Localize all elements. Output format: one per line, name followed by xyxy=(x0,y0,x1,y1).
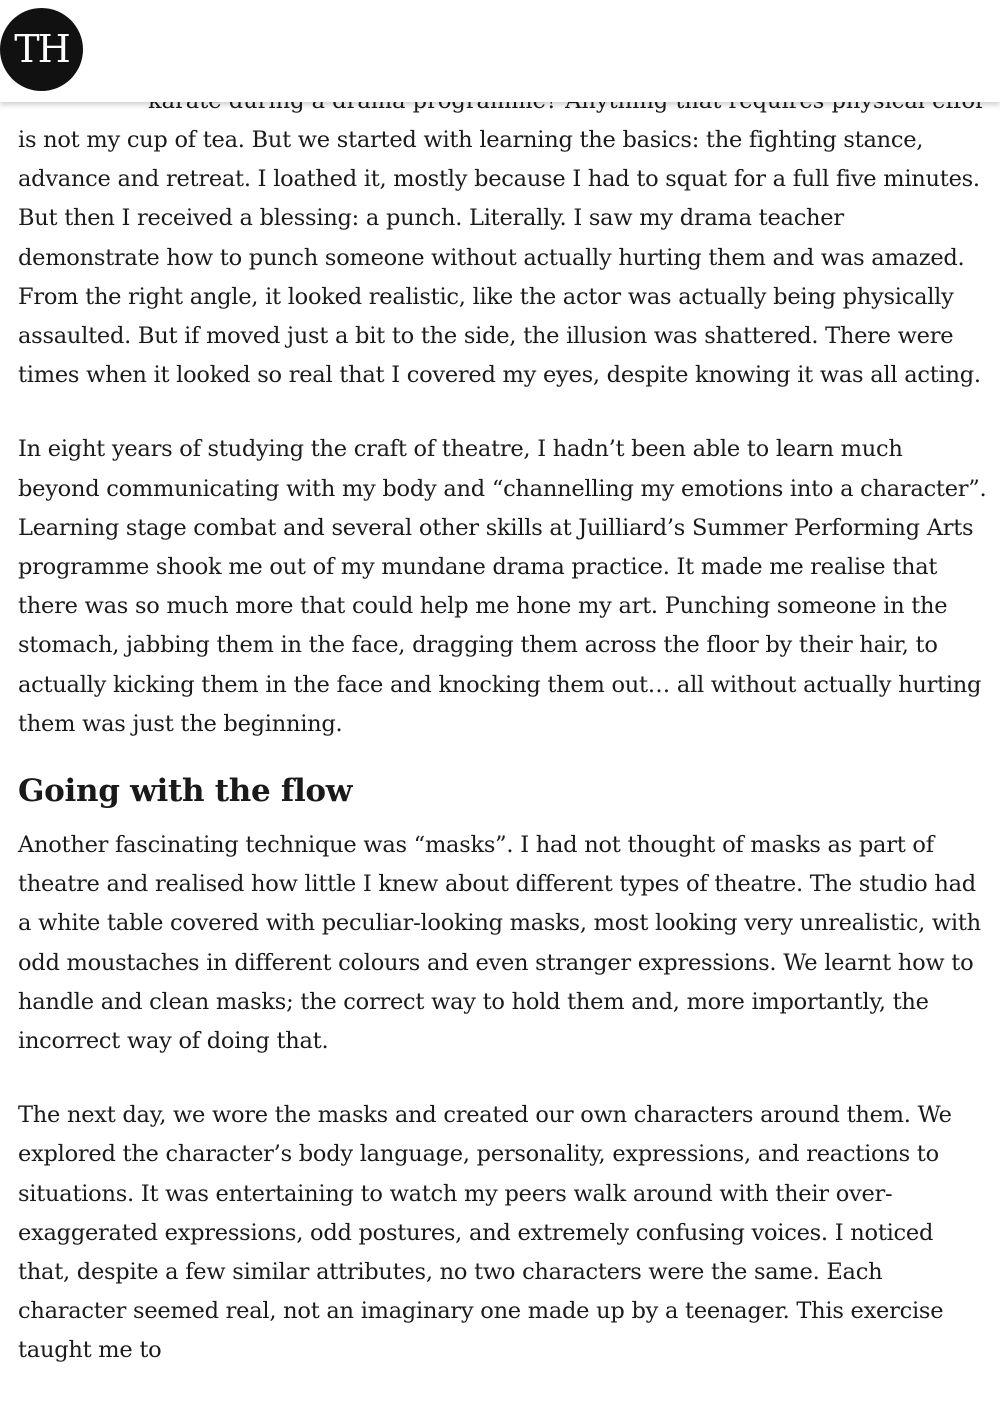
site-logo[interactable]: TH xyxy=(0,8,83,91)
site-header xyxy=(0,0,1000,102)
article-paragraph: is not my cup of tea. But we started with learning the basics: the fighting stance, advance and retreat. I loathed it, mostly because I had to squat for a full five minutes. But then I received a blessing: a punch. Literally. I saw my drama teacher demonstrate how to punch someone without actually hurting them and was amazed. From the right angle, it looked realistic, like the actor was actually being physically assaulted. But if moved just a bit to the side, the illusion was shattered. There were times when it looked so real that I covered my eyes, despite knowing it was all acting. xyxy=(18,127,981,389)
section-heading: Going with the flow xyxy=(18,773,353,810)
article-paragraph: Another fascinating technique was “masks”. I had not thought of masks as part of theatre and realised how little I knew about different types of theatre. The studio had a white table covered with peculiar-looking masks, most looking very unrealistic, with odd moustaches in different colours and even stranger expressions. We learnt how to handle and clean masks; the correct way to hold them and, more importantly, the incorrect way of doing that. xyxy=(18,832,981,1055)
article-paragraph: In eight years of studying the craft of theatre, I hadn’t been able to learn much beyond communicating with my body and “channelling my emotions into a character”. Learning stage combat and several other skills at Juilliard’s Summer Performing Arts programme shook me out of my mundane drama practice. It made me realise that there was so much more that could help me hone my art. Punching someone in the stomach, jabbing them in the face, dragging them across the floor by their hair, to actually kicking them in the face and knocking them out… all without actually hurting them was just the beginning. xyxy=(18,436,987,737)
article-paragraph: The next day, we wore the masks and created our own characters around them. We explored the character’s body language, personality, expressions, and reactions to situations. It was entertaining to watch my peers walk around with their over-exaggerated expressions, odd postures, and extremely confusing voices. I noticed that, despite a few similar attributes, no two characters were the same. Each character seemed real, not an imaginary one made up by a teenager. This exercise taught me to xyxy=(18,1102,952,1364)
article-body xyxy=(18,82,988,1406)
